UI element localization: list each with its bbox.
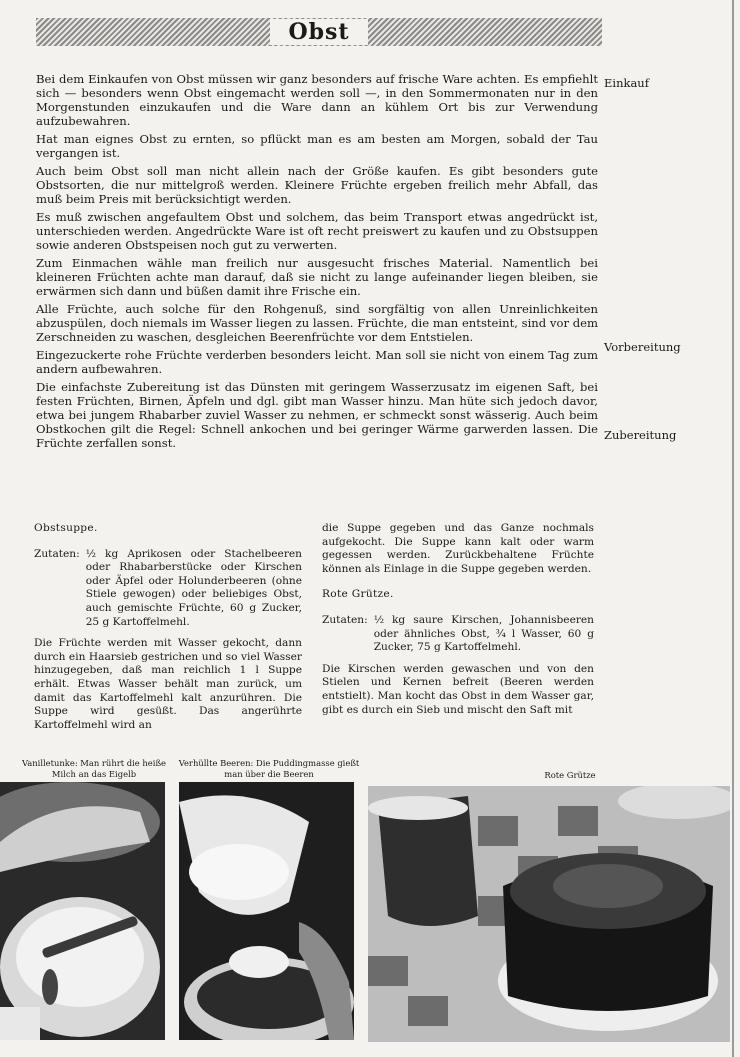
paragraph: Die einfachste Zubereitung ist das Dünsten mit geringem Wasserzusatz im eigenen Saft, bei festen Früchten, Birnen, Äpfeln und dgl. gibt man Wasser hinzu. Man hüte sich jedoch davor, etwa bei jungem Rhabarber zuviel Wasser zu nehmen, er schmeckt sonst wässerig. Auch beim Obstkochen gilt die Regel: Schnell ankochen und bei geringer Wärme garwerden lassen. Die Früchte zerfallen sonst. — [36, 380, 598, 450]
photo-caption: Verhüllte Beeren: Die Puddingmasse gießt man über die Beeren — [178, 758, 360, 779]
margin-note-vorbereitung: Vorbereitung — [604, 340, 681, 354]
recipe-instructions: Die Kirschen werden gewaschen und von den Stielen und Kernen befreit (Beeren werden entstielt). Man kocht das Obst in dem Wasser gar, gibt es durch ein Sieb und mischt den Saft mit — [322, 662, 594, 716]
recipe-continuation: die Suppe gegeben und das Ganze nochmals aufgekocht. Die Suppe kann kalt oder warm gegessen werden. Zurückbehaltene Früchte können als Einlage in die Suppe gegeben werden. — [322, 522, 594, 575]
paragraph: Eingezuckerte rohe Früchte verderben besonders leicht. Man soll sie nicht von einem Tag zum andern aufbewahren. — [36, 348, 598, 376]
recipe-title: Obstsuppe. — [34, 522, 98, 534]
photo-caption: Vanilletunke: Man rührt die heiße Milch an das Eigelb — [21, 758, 166, 779]
recipe-ingredients — [34, 548, 302, 630]
berries-pudding-photo — [179, 782, 354, 1040]
ingredients-label: Zutaten: — [322, 613, 368, 626]
paragraph: Auch beim Obst soll man nicht allein nach der Größe kaufen. Es gibt besonders gute Obstsorten, die nur mittelgroß werden. Kleinere Früchte ergeben freilich mehr Abfall, das muß beim Preis mit berücksichtigt werden. — [36, 164, 598, 206]
paragraph: Hat man eignes Obst zu ernten, so pflückt man es am besten am Morgen, sobald der Tau vergangen ist. — [36, 132, 598, 160]
page-edge-line — [732, 0, 734, 1057]
rote-gruetze-photo — [368, 786, 730, 1042]
page-title: Obst — [270, 19, 367, 45]
margin-note-zubereitung: Zubereitung — [604, 428, 677, 442]
paragraph: Es muß zwischen angefaultem Obst und solchem, das beim Transport etwas angedrückt ist, unterschieden werden. Angedrückte Ware ist oft recht preiswert zu kaufen und zu Obstsuppen sowie anderen Obstspeisen noch gut zu verwerten. — [36, 210, 598, 252]
recipe-ingredients — [322, 614, 594, 655]
photo-caption: Rote Grütze — [544, 770, 596, 780]
ingredients-label: Zutaten: — [34, 547, 80, 560]
vanilla-sauce-photo — [0, 782, 165, 1040]
recipe-instructions: Die Früchte werden mit Wasser gekocht, dann durch ein Haarsieb gestrichen und so viel Wasser hinzugegeben, daß man reichlich 1 l Suppe erhält. Etwas Wasser behält man zurück, um damit das Kartoffelmehl kalt anzurühren. Die Suppe wird gesüßt. Das angerührte Kartoffelmehl wird an — [34, 637, 302, 731]
recipe-title: Rote Grütze. — [322, 588, 394, 601]
title-banner — [36, 18, 602, 46]
margin-note-einkauf: Einkauf — [604, 76, 649, 90]
recipe-column-left — [34, 522, 302, 738]
paragraph: Alle Früchte, auch solche für den Rohgenuß, sind sorgfältig von allen Unreinlichkeiten abzuspülen, doch niemals im Wasser liegen zu lassen. Früchte, die man entsteint, sind vor dem Zerschneiden zu waschen, desgleichen Beerenfrüchte vor dem Entstielen. — [36, 302, 598, 344]
ingredients-text: ½ kg saure Kirschen, Johannisbeeren oder ähnliches Obst, ¾ l Wasser, 60 g Zucker, 75 g Kartoffelmehl. — [373, 613, 594, 654]
paragraph: Zum Einmachen wähle man freilich nur ausgesucht frisches Material. Namentlich bei kleineren Früchten achte man darauf, daß sie nicht zu lange aufeinander liegen bleiben, sie erwärmen sich dann und büßen damit ihre Frische ein. — [36, 256, 598, 298]
intro-text — [36, 72, 598, 454]
ingredients-text: ½ kg Aprikosen oder Stachelbeeren oder Rhabarberstücke oder Kirschen oder Äpfel oder Holunderbeeren (ohne Stiele gewogen) oder beliebiges Obst, auch gemischte Früchte, 60 g Zucker, 25 g Kartoffelmehl. — [85, 547, 302, 628]
recipe-column-right — [322, 522, 594, 723]
paragraph: Bei dem Einkaufen von Obst müssen wir ganz besonders auf frische Ware achten. Es empfiehlt sich — besonders wenn Obst eingemacht werden soll —, in den Sommermonaten nur in den Morgenstunden einzukaufen und die Ware dann an kühlem Ort bis zur Verwendung aufzubewahren. — [36, 72, 598, 128]
